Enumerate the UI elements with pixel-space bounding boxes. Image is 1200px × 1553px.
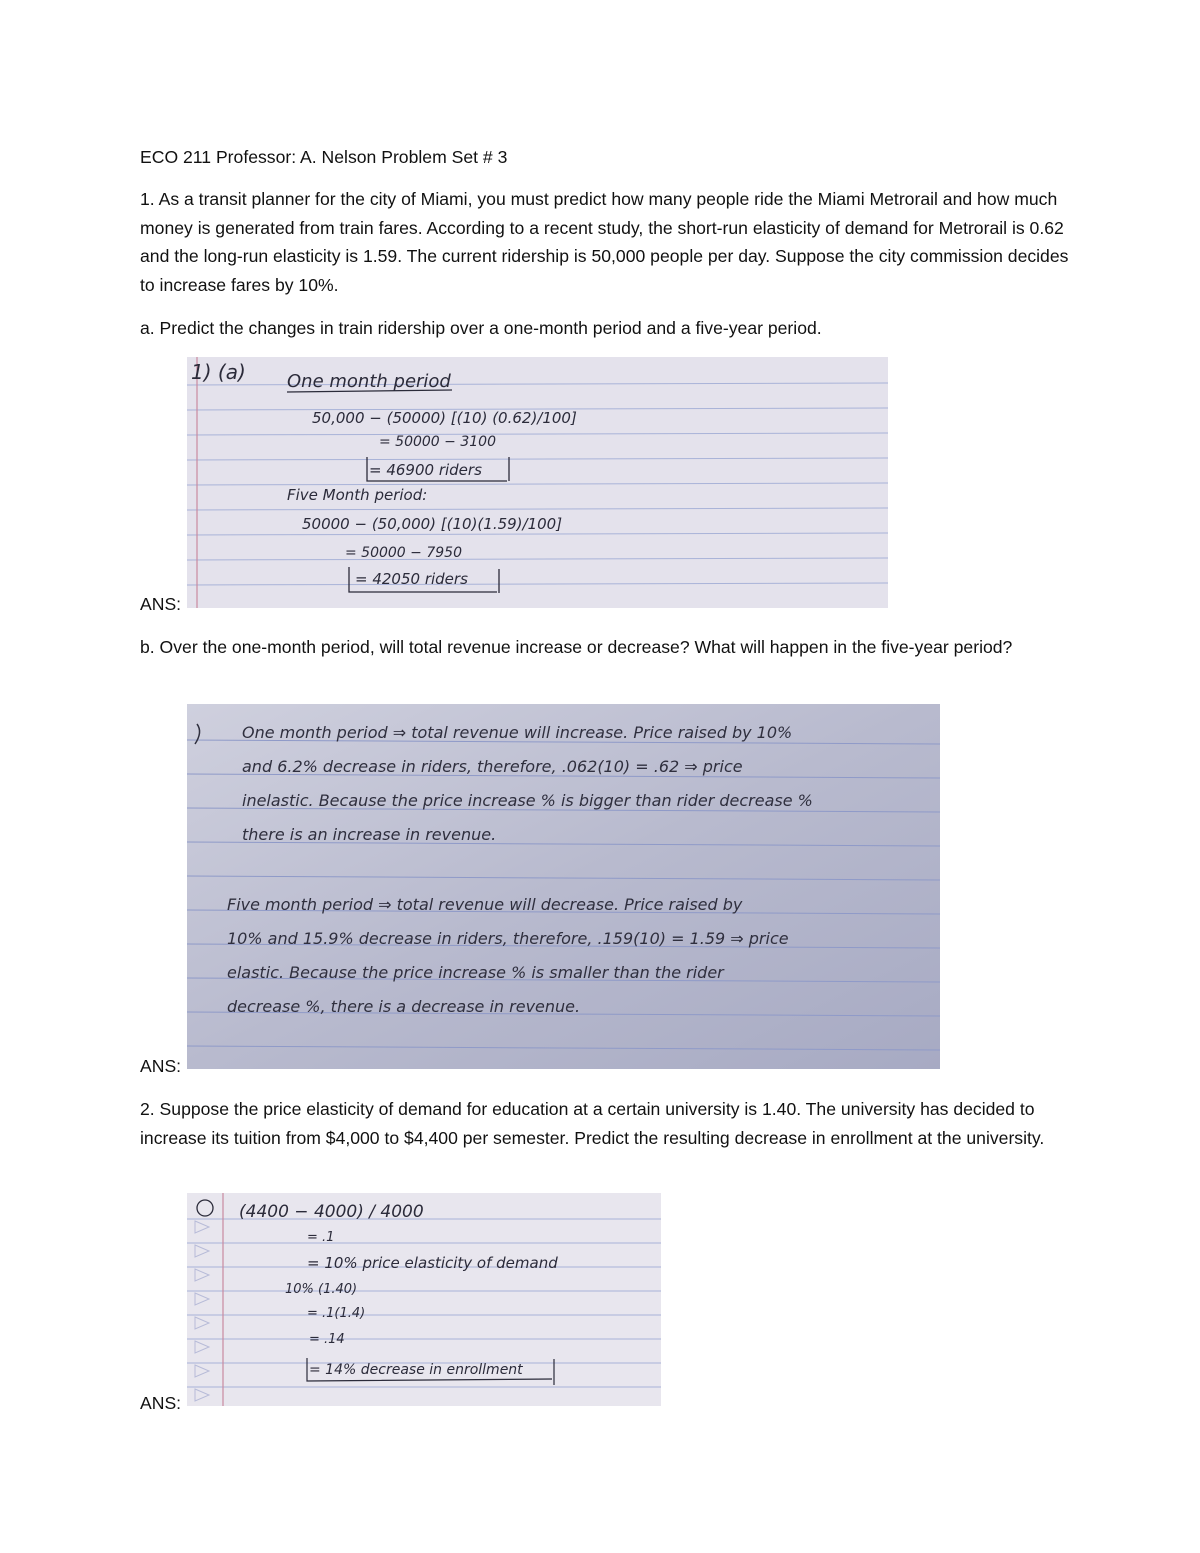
hw-b-line-4: there is an increase in revenue. [242,825,497,844]
hw-2-line-1: (4400 − 4000) / 4000 [239,1202,424,1222]
handwritten-answer-1a-photo [187,357,888,608]
hw-a-line-5: = 46900 riders [369,461,482,479]
handwritten-answer-1b-photo [187,704,940,1069]
hw-a-line-6: Five Month period: [287,486,428,504]
question-1b-prompt: b. Over the one-month period, will total revenue increase or decrease? What will happen in the five-year period? [140,637,1013,657]
answer-label-1a: ANS: [140,594,182,614]
document-header: ECO 211 Professor: A. Nelson Problem Set # 3 [140,147,508,167]
hw-a-line-1: 1) (a) [191,360,246,384]
hw-a-line-8: = 50000 − 7950 [345,545,462,561]
hw-b-line-5: Five month period ⇒ total revenue will decrease. Price raised by [227,895,743,914]
hw-b-line-2: and 6.2% decrease in riders, therefore, .062(10) = .62 ⇒ price [242,757,743,776]
hw-a-line-9: = 42050 riders [355,570,468,588]
answer-label-1b: ANS: [140,1056,182,1076]
hw-a-line-2: One month period [287,371,451,392]
hw-b-line-1: One month period ⇒ total revenue will increase. Price raised by 10% [242,723,793,742]
question-1a-prompt: a. Predict the changes in train ridership over a one-month period and a five-year period. [140,318,822,338]
hw-b-line-7: elastic. Because the price increase % is smaller than the rider [227,963,724,982]
hw-2-line-3: = 10% price elasticity of demand [307,1254,558,1272]
hw-a-line-3: 50,000 − (50000) [(10) (0.62)/100] [312,409,577,427]
hw-a-line-7: 50000 − (50,000) [(10)(1.59)/100] [302,515,563,533]
answer-label-2: ANS: [140,1393,182,1413]
question-1-prompt: 1. As a transit planner for the city of Miami, you must predict how many people ride the Miami Metrorail and how much money is generated from train fares. According to a recent study, the short-run elasticity of demand for Metrorail is 0.62 and the long-run elasticity is 1.59. The current ridership is 50,000 people per day. Suppose the city commission decides to increase fares by 10%. [140,189,1069,295]
question-2-prompt: 2. Suppose the price elasticity of demand for education at a certain university is 1.40. The university has decided to increase its tuition from $4,000 to $4,400 per semester. Predict the resulting decrease in enrollment at the university. [140,1099,1045,1148]
hw-b-line-8: decrease %, there is a decrease in revenue. [227,997,581,1016]
hw-b-line-3: inelastic. Because the price increase % is bigger than rider decrease % [242,791,813,810]
hw-2-line-5: = .1(1.4) [307,1306,366,1321]
hw-2-line-6: = .14 [309,1332,345,1347]
hw-b-line-6: 10% and 15.9% decrease in riders, therefore, .159(10) = 1.59 ⇒ price [227,929,789,948]
hw-2-line-2: = .1 [307,1230,335,1245]
hw-2-line-4: 10% (1.40) [285,1282,358,1297]
hw-a-line-4: = 50000 − 3100 [379,434,496,450]
hw-2-line-7: = 14% decrease in enrollment [309,1362,523,1378]
handwritten-answer-2-photo [187,1193,661,1406]
